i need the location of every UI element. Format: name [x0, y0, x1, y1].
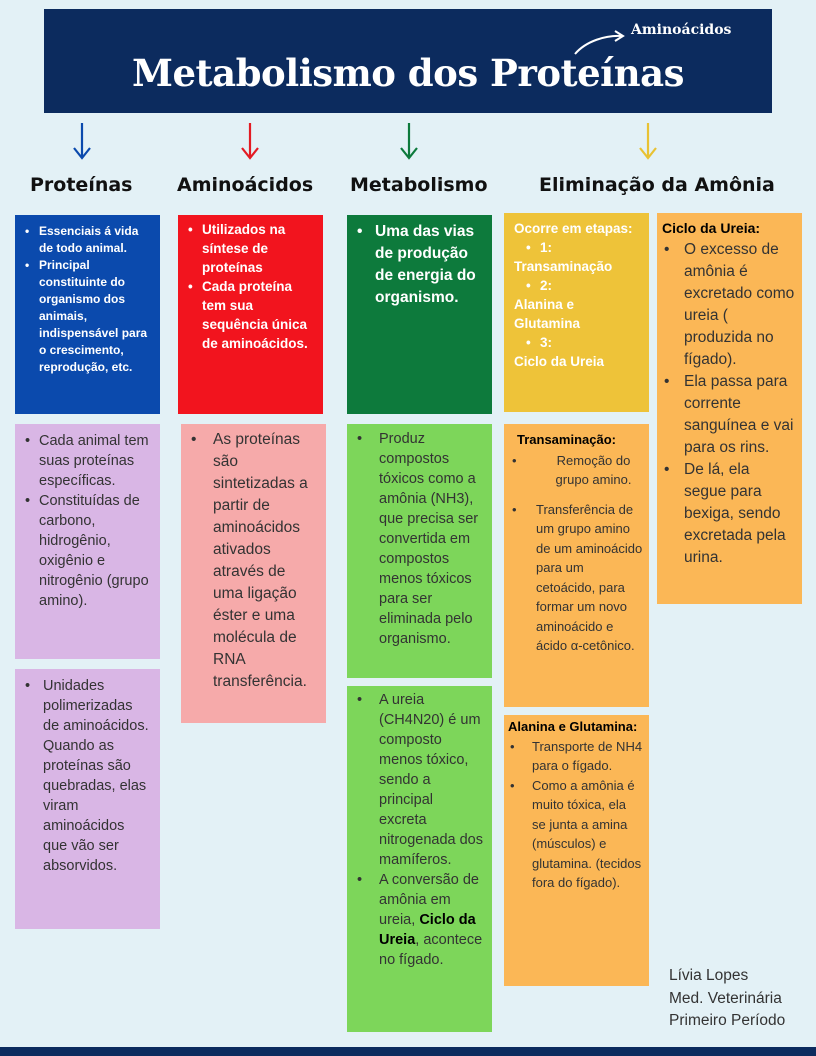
title-banner [44, 9, 772, 113]
list-item: • Uma das vias de produção de energia do organismo. [355, 221, 484, 309]
box-title: Transaminação: [517, 432, 616, 447]
step-number: • 3: [512, 333, 641, 352]
down-arrow-icon-red [238, 121, 262, 161]
transaminacao-box [504, 424, 649, 707]
page-title: Metabolismo dos Proteínas [132, 51, 684, 95]
list-item: • De lá, ela segue para bexiga, sendo excretada pela urina. [662, 459, 795, 569]
list-item: • Principal constituinte do organismo dos animais, indispensável para o crescimento, reprodução, etc. [23, 257, 152, 376]
blue-info-box [15, 215, 160, 414]
list-item: • Transporte de NH4 para o fígado. [508, 737, 643, 776]
steps-intro: Ocorre em etapas: [514, 221, 633, 236]
step-text: Alanina e Glutamina [514, 297, 581, 331]
list-item: • Como a amônia é muito tóxica, ela se junta a amina (músculos) e glutamina. (tecidos fora do fígado). [508, 776, 643, 893]
author-period: Primeiro Período [669, 1012, 786, 1029]
list-item: • Unidades polimerizadas de aminoácidos. Quando as proteínas são quebradas, elas viram aminoácidos que vão ser absorvidos. [23, 676, 152, 876]
list-item: • Essenciais á vida de todo animal. [23, 223, 152, 257]
step-text: Ciclo da Ureia [514, 354, 605, 369]
heading-aminoacidos: Aminoácidos [177, 174, 314, 196]
list-item: • Remoção do grupo amino. [510, 451, 643, 490]
list-item-text: A conversão de amônia em ureia, [379, 872, 479, 928]
list-item: • A ureia (CH4N20) é um composto menos tóxico, sendo a principal excreta nitrogenada dos mamíferos. [355, 690, 484, 870]
red-info-box [178, 215, 323, 414]
ciclo-ureia-emphasis: Ciclo da Ureia [379, 912, 476, 948]
heading-metabolismo: Metabolismo [350, 174, 488, 196]
green-info-box-2 [347, 686, 492, 1032]
purple-info-box-1 [15, 424, 160, 659]
author-name: Lívia Lopes [669, 967, 749, 984]
box-title: Alanina e Glutamina: [508, 719, 638, 734]
down-arrow-icon-blue [70, 121, 94, 161]
heading-eliminacao: Eliminação da Amônia [539, 174, 775, 196]
bottom-bar [0, 1047, 816, 1056]
list-item-text: , acontece no fígado. [379, 932, 483, 968]
down-arrow-icon-yellow [636, 121, 660, 161]
list-item: • As proteínas são sintetizadas a partir de aminoácidos ativados através de uma ligação éster e uma molécula de RNA transferência. [189, 429, 318, 693]
pink-info-box [181, 424, 326, 723]
list-item: • O excesso de amônia é excretado como ureia ( produzida no fígado). [662, 239, 795, 371]
list-item: • Constituídas de carbono, hidrogênio, oxigênio e nitrogênio (grupo amino). [23, 491, 152, 611]
ciclo-ureia-box [657, 213, 802, 604]
dark-green-info-box [347, 215, 492, 414]
list-item: • Transferência de um grupo amino de um aminoácido para um cetoácido, para formar um novo aminoácido e ácido α-cetônico. [510, 500, 643, 656]
list-item: • Produz compostos tóxicos como a amônia (NH3), que precisa ser convertida em compostos menos tóxicos para ser eliminada pelo organismo. [355, 429, 484, 649]
list-item: • Utilizados na síntese de proteínas [186, 220, 315, 277]
alanina-glutamina-box [504, 715, 649, 986]
step-text: Transaminação [514, 259, 613, 274]
green-info-box-1 [347, 424, 492, 678]
list-item: • Cada animal tem suas proteínas específicas. [23, 431, 152, 491]
step-number: • 2: [512, 276, 641, 295]
list-item: • Cada proteína tem sua sequência única de aminoácidos. [186, 277, 315, 353]
box-title: Ciclo da Ureia: [662, 220, 761, 236]
down-arrow-icon-green [397, 121, 421, 161]
yellow-steps-box [504, 213, 649, 412]
purple-info-box-2 [15, 669, 160, 929]
list-item [355, 870, 484, 970]
title-note: Aminoácidos [631, 22, 732, 38]
list-item: • Ela passa para corrente sanguínea e vai para os rins. [662, 371, 795, 459]
heading-proteinas: Proteínas [30, 174, 133, 196]
author-credit [669, 965, 785, 1033]
step-number: • 1: [512, 238, 641, 257]
author-course: Med. Veterinária [669, 989, 782, 1007]
